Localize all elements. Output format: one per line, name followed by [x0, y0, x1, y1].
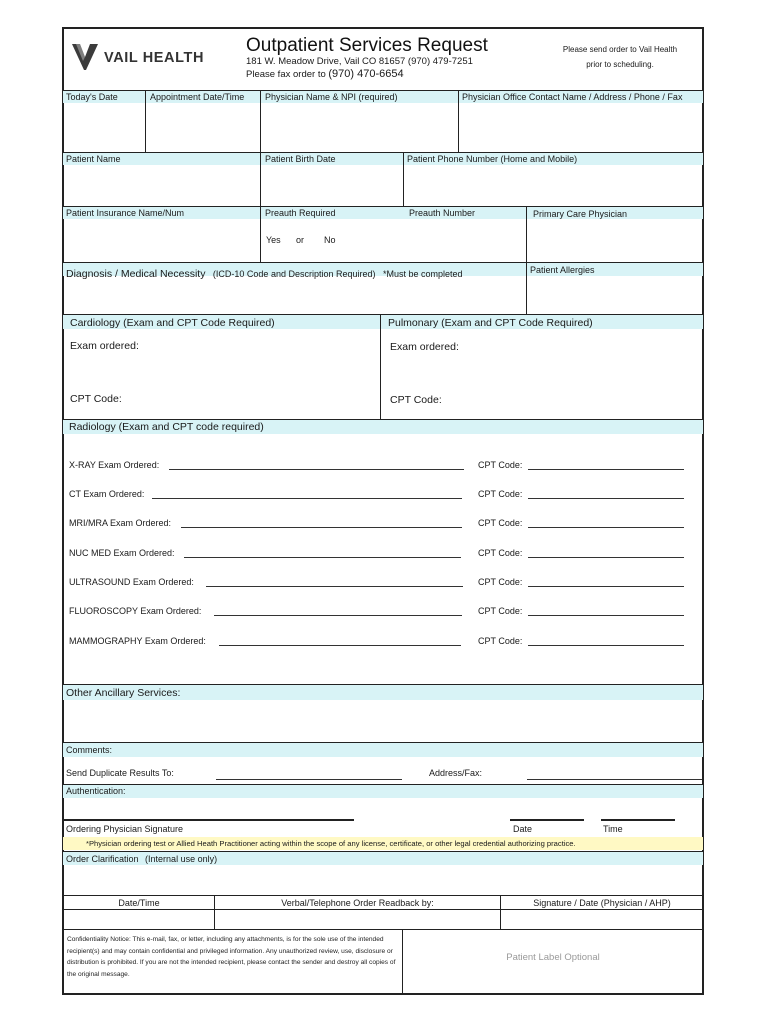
authentication-title: Authentication: [66, 786, 126, 796]
ancillary-field[interactable] [64, 702, 702, 740]
rule [260, 206, 261, 262]
mammography-cpt-label: CPT Code: [478, 636, 523, 646]
send-duplicate-label: Send Duplicate Results To: [66, 768, 174, 778]
clarification-signature-field[interactable] [501, 910, 702, 928]
cardiology-subtitle: (Exam and CPT Code Required) [123, 317, 275, 329]
cardiology-title: Cardiology [70, 317, 121, 329]
ultrasound-cpt-line[interactable] [528, 586, 684, 587]
col-signature-label: Signature / Date (Physician / AHP) [533, 898, 671, 908]
pulmonary-exam-label: Exam ordered: [390, 341, 459, 353]
allergies-label: Patient Allergies [530, 265, 595, 275]
time-line[interactable] [601, 819, 675, 821]
address-fax-line[interactable] [527, 779, 702, 780]
pulmonary-title: Pulmonary [388, 317, 439, 329]
preauth-no-option[interactable]: No [324, 235, 336, 245]
brand-name: VAIL HEALTH [104, 50, 205, 66]
send-duplicate-line[interactable] [216, 779, 402, 780]
fluoroscopy-cpt-line[interactable] [528, 615, 684, 616]
diagnosis-title: Diagnosis / Medical Necessity [66, 268, 206, 280]
physician-field[interactable] [261, 104, 457, 151]
time-label: Time [603, 824, 623, 834]
confidentiality-notice: Confidentiality Notice: This e-mail, fax, or letter, including any attachments, is for the sole use of the intended recipient(s) and may contain confidential and privileged information. Any unauthorized review, use, disclosure or distribution is prohibited. If you are not the intended recipient, please contact the sender and destroy all copies of the original message. [67, 936, 396, 978]
mri-cpt-label: CPT Code: [478, 518, 523, 528]
hospital-address: 181 W. Meadow Drive, Vail CO 81657 (970) 479-7251 [246, 56, 473, 67]
preauth-or-text: or [296, 235, 305, 245]
pulmonary-cpt-label: CPT Code: [390, 394, 442, 406]
ultrasound-exam-label: ULTRASOUND Exam Ordered: [69, 577, 194, 587]
mammography-cpt-line[interactable] [528, 645, 684, 646]
insurance-field[interactable] [64, 220, 259, 261]
patient-name-field[interactable] [64, 166, 259, 205]
ct-exam-label: CT Exam Ordered: [69, 489, 145, 499]
clarification-title: Order Clarification [66, 854, 139, 864]
clarification-datetime-field[interactable] [64, 910, 213, 928]
rule [380, 314, 381, 419]
comments-bar [63, 743, 703, 757]
fluoroscopy-exam-label: FLUOROSCOPY Exam Ordered: [69, 606, 202, 616]
date-label: Date [513, 824, 533, 834]
birth-date-label: Patient Birth Date [265, 154, 336, 164]
allergies-field[interactable] [527, 277, 702, 313]
col-readback-label: Verbal/Telephone Order Readback by: [281, 898, 434, 908]
authentication-bar [63, 785, 703, 798]
xray-exam-label: X-RAY Exam Ordered: [69, 460, 160, 470]
radiology-subtitle: (Exam and CPT code required) [118, 421, 264, 433]
cardiology-exam-label: Exam ordered: [70, 340, 139, 352]
mri-cpt-line[interactable] [528, 527, 684, 528]
preauth-number-label: Preauth Number [409, 208, 476, 218]
primary-care-label: Primary Care Physician [533, 209, 628, 219]
physician-label: Physician Name & NPI (required) [265, 92, 398, 102]
pulmonary-exam-field[interactable] [382, 353, 702, 389]
signature-label: Ordering Physician Signature [66, 824, 184, 834]
office-contact-field[interactable] [459, 104, 702, 151]
ancillary-title: Other Ancillary Services: [66, 687, 181, 699]
fax-line [246, 68, 404, 80]
nucmed-cpt-label: CPT Code: [478, 548, 523, 558]
xray-cpt-line[interactable] [528, 469, 684, 470]
phone-field[interactable] [404, 166, 702, 205]
send-note-line1: Please send order to Vail Health [562, 45, 678, 54]
cardiology-exam-field[interactable] [64, 353, 379, 389]
radiology-heading [69, 421, 264, 434]
clarification-field[interactable] [64, 866, 702, 894]
birth-date-field[interactable] [261, 166, 402, 205]
clarification-readback-field[interactable] [215, 910, 499, 928]
xray-exam-line[interactable] [169, 469, 464, 470]
office-contact-label: Physician Office Contact Name / Address / Phone / Fax [462, 92, 683, 102]
patient-name-label: Patient Name [66, 154, 121, 164]
comments-title: Comments: [66, 745, 113, 755]
signature-line[interactable] [64, 819, 354, 821]
pulmonary-subtitle: (Exam and CPT Code Required) [441, 317, 593, 329]
phone-label: Patient Phone Number (Home and Mobile) [407, 154, 578, 164]
vail-health-logo [70, 43, 100, 76]
ultrasound-exam-line[interactable] [206, 586, 463, 587]
pulmonary-heading [388, 317, 593, 330]
mri-exam-line[interactable] [181, 527, 462, 528]
mammography-exam-label: MAMMOGRAPHY Exam Ordered: [69, 636, 206, 646]
preauth-required-label: Preauth Required [265, 208, 336, 218]
primary-care-field[interactable] [527, 220, 702, 261]
patient-label-placeholder: Patient Label Optional [506, 952, 600, 963]
mammography-exam-line[interactable] [219, 645, 461, 646]
nucmed-cpt-line[interactable] [528, 557, 684, 558]
nucmed-exam-line[interactable] [184, 557, 461, 558]
preauth-yes-option[interactable]: Yes [266, 235, 281, 245]
col-datetime-label: Date/Time [118, 898, 160, 908]
ultrasound-cpt-label: CPT Code: [478, 577, 523, 587]
diagnosis-subtitle: (ICD-10 Code and Description Required) [212, 269, 376, 279]
fluoroscopy-exam-line[interactable] [214, 615, 462, 616]
fluoroscopy-cpt-label: CPT Code: [478, 606, 523, 616]
appointment-field[interactable] [146, 104, 259, 151]
practitioner-note: *Physician ordering test or Allied Heath Practitioner acting within the scope of any license, certificate, or other legal credential authorizing practice. [86, 839, 576, 848]
address-fax-label: Address/Fax: [429, 768, 483, 778]
appointment-label: Appointment Date/Time [150, 92, 245, 102]
ct-cpt-label: CPT Code: [478, 489, 523, 499]
insurance-label: Patient Insurance Name/Num [66, 208, 185, 218]
rule [63, 929, 703, 930]
fax-number: (970) 470-6654 [328, 68, 404, 80]
diagnosis-field[interactable] [64, 277, 525, 313]
send-note-line2: prior to scheduling. [586, 60, 654, 69]
preauth-number-field[interactable] [405, 220, 525, 261]
clarification-subtitle: (Internal use only) [145, 854, 218, 864]
diagnosis-required: *Must be completed [382, 269, 463, 279]
cardiology-heading [70, 317, 275, 330]
nucmed-exam-label: NUC MED Exam Ordered: [69, 548, 175, 558]
date-line[interactable] [510, 819, 584, 821]
clarification-heading [66, 854, 217, 865]
fax-prefix: Please fax order to [246, 69, 326, 80]
xray-cpt-label: CPT Code: [478, 460, 523, 470]
page-title: Outpatient Services Request [246, 35, 488, 56]
ct-exam-line[interactable] [152, 498, 462, 499]
todays-date-label: Today's Date [66, 92, 118, 102]
radiology-title: Radiology [69, 421, 116, 433]
mri-exam-label: MRI/MRA Exam Ordered: [69, 518, 172, 528]
todays-date-field[interactable] [64, 104, 144, 151]
cardiology-cpt-label: CPT Code: [70, 393, 122, 405]
ct-cpt-line[interactable] [528, 498, 684, 499]
rule [63, 895, 703, 896]
row2-bar [63, 153, 703, 165]
vail-logo-icon [70, 43, 100, 71]
